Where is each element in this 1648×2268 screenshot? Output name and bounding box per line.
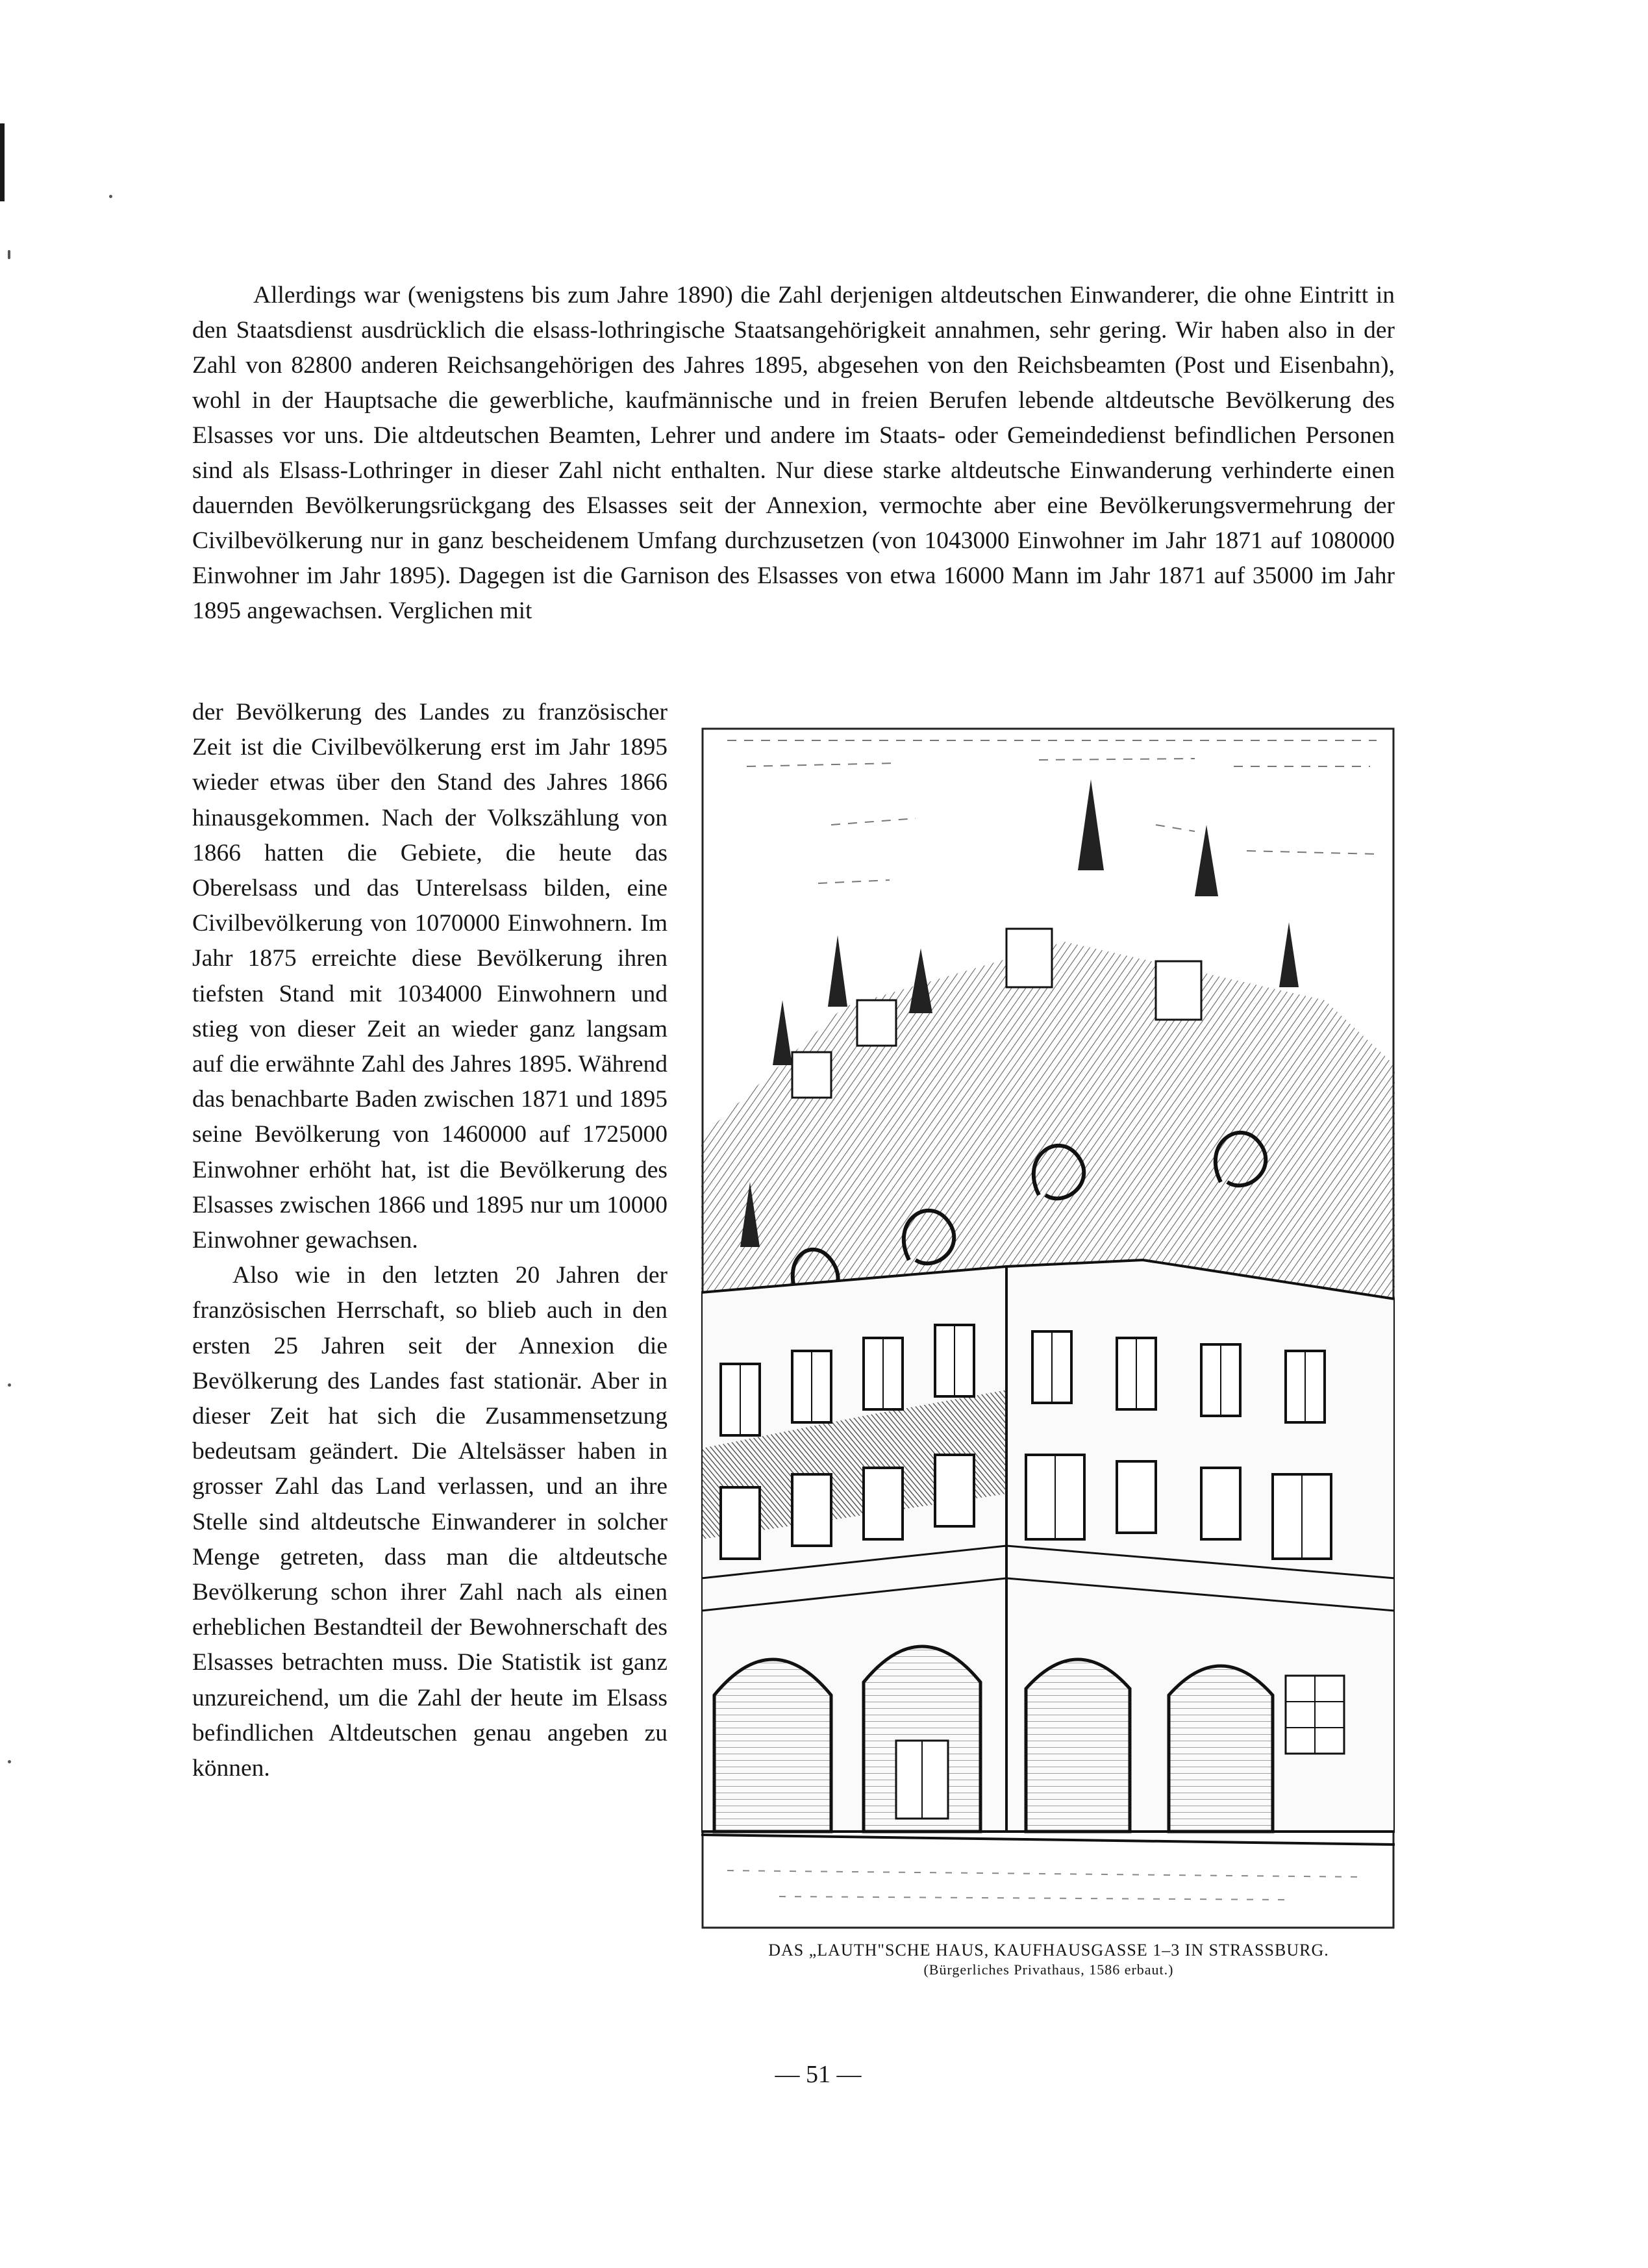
body-paragraph-2: Also wie in den letzten 20 Jahren der französischen Herrschaft, so blieb auch in den ersten 25 Jahren seit der Annexion die Bevölkerung des Landes fast stationär. Aber in dieser Zeit hat sich die Zusammensetzung bedeutsam geändert. Die Altelsässer haben in grosser Zahl das Land verlassen, und an ihre Stelle sind altdeutsche Einwanderer in solcher Menge getreten, dass man die altdeutsche Bevölkerung schon ihrer Zahl nach als einen erheblichen Bestandteil der Bewohnerschaft des Elsasses betrachten muss. Die Statistik ist ganz unzureichend, um die Zahl der heute im Elsass befindlichen Altdeutschen genau angeben zu können. — [192, 1262, 668, 1782]
scan-edge-mark — [0, 123, 5, 201]
figure-caption-subtitle: (Bürgerliches Privathaus, 1586 erbaut.) — [923, 1961, 1174, 1978]
body-paragraph-1-continued: der Bevölkerung des Landes zu französischer Zeit ist die Civilbevölkerung erst im Jahr 1895 wieder etwas über den Stand des Jahres 1866 hinausgekommen. Nach der Volkszählung von 1866 hatten die Gebiete, die heute das Oberelsass und das Unterelsass bilden, eine Civilbevölkerung von 1070000 Einwohnern. Im Jahr 1875 erreichte diese Bevölkerung ihren tiefsten Stand mit 1034000 Einwohnern und stieg von dieser Zeit an wieder ganz langsam auf die erwähnte Zahl des Jahres 1895. Während das benachbarte Baden zwischen 1871 und 1895 seine Bevölkerung von 1460000 auf 1725000 Einwohner erhöht hat, ist die Bevölkerung des Elsasses zwischen 1866 und 1895 nur um 10000 Einwohner gewachsen. — [192, 699, 668, 1254]
body-paragraph-1: Allerdings war (wenigstens bis zum Jahre 1890) die Zahl derjenigen altdeutschen Einwanderer, die ohne Eintritt in den Staatsdienst ausdrücklich die elsass-lothringische Staatsangehörigkeit annahmen, sehr gering. Wir haben also in der Zahl von 82800 anderen Reichsangehörigen des Jahres 1895, abgesehen von den Reichsbeamten (Post und Eisenbahn), wohl in der Hauptsache die gewerbliche, kaufmännische und in freien Berufen lebende altdeutsche Bevölkerung des Elsasses vor uns. Die altdeutschen Beamten, Lehrer und andere im Staats- oder Gemeindedienst befindlichen Personen sind als Elsass-Lothringer in dieser Zahl nicht enthalten. Nur diese starke altdeutsche Einwanderung verhinderte einen dauernden Bevölkerungsrückgang des Elsasses seit der Annexion, vermochte aber eine Bevölkerungsvermehrung der Civilbevölkerung nur in ganz bescheidenem Umfang durchzusetzen (von 1043000 Einwohner im Jahr 1871 auf 1080000 Einwohner im Jahr 1895). Dagegen ist die Garnison des Elsasses von etwa 16000 Mann im Jahr 1871 auf 35000 im Jahr 1895 angewachsen. Verglichen mit — [192, 282, 1395, 624]
page-number: — 51 — — [775, 2061, 862, 2088]
scan-speck — [8, 250, 10, 259]
figure-caption-title: DAS „LAUTH"SCHE HAUS, KAUFHAUSGASSE 1–3 IN STRASSBURG. — [768, 1941, 1329, 1959]
scan-speck — [8, 1760, 11, 1763]
scan-speck — [8, 1383, 11, 1387]
figure-caption — [682, 1941, 1416, 1980]
building-illustration — [701, 727, 1395, 1929]
scan-speck — [109, 195, 112, 198]
body-column-text — [192, 695, 668, 1786]
